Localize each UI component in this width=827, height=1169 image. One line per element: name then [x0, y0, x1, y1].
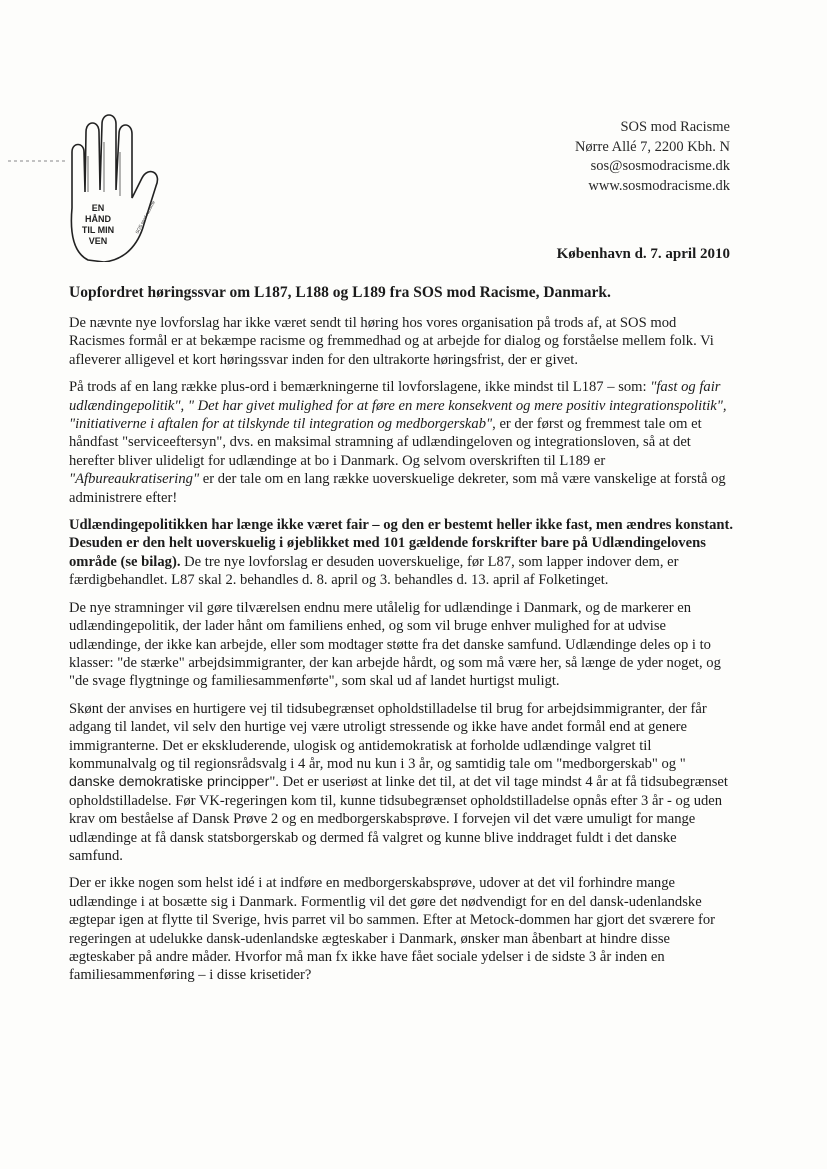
paragraph-2 — [69, 378, 734, 507]
paragraph-6: Der er ikke nogen som helst idé i at indføre en medborgerskabsprøve, udover at det vil forhindre mange udlændinge i at bosætte sig i Danmark. Formentlig vil det gøre det nødvendigt for en del dansk-udenlandske ægtepar igen at flytte til Sverige, hvis parret vil bo sammen. Efter at Metock-dommen har gjort det sværere for regeringen at udelukke dansk-udenlandske ægteskaber i Danmark, ønsker man åbenbart at hindre disse ægteskaber på andre måder. Hvorfor må man fx ikke have fået sociale ydelser i de sidste 3 år inden en familiesammenføring – i disse krisetider? — [69, 875, 715, 984]
hand-logo-icon — [58, 112, 178, 262]
paragraph-5 — [69, 700, 734, 866]
sender-email[interactable]: sos@sosmodracisme.dk — [590, 158, 730, 174]
paragraph-3 — [69, 516, 734, 590]
paragraph-3-text: De tre nye lovforslag er desuden uoverskuelige, før L87, som lapper indover dem, er færdigbehandlet. L87 skal 2. behandles d. 8. april og 3. behandles d. 13. april af Folketinget. — [69, 553, 679, 589]
sender-address-block — [575, 118, 730, 196]
paragraph-2-text: er der tale om en lang række uoverskuelige dekreter, som må være vanskelige at forstå og administrere efter! — [69, 471, 726, 506]
paragraph-2-quote: "Afbureaukratisering" — [69, 471, 200, 488]
sender-web[interactable]: www.sosmodracisme.dk — [588, 177, 730, 194]
paragraph-5-text: Skønt der anvises en hurtigere vej til tidsubegrænset opholdstilladelse til brug for arbejdsimmigranter, der får adgang til landet, vil selv den hurtige vej være utroligt stressende og ikke have andet formål end at genere immigranterne. Det er ekskluderende, ulogisk og antidemokratisk at forholde udlændinge valgret til kommunalvalg og til regionsrådsvalg i 4 år, mod nu kun i 3 år, og samtidig tale om "medborgerskab" og " — [69, 700, 707, 772]
letter-date: København d. 7. april 2010 — [556, 246, 730, 262]
logo-text-line: HÅND — [85, 214, 111, 224]
paragraph-5-text: ". Det er useriøst at linke det til, at det vil tage mindst 4 år at få tidsubegrænset opholdstilladelse. Før VK-regeringen kom til, kunne tidsubegrænset opholdstilladelse opnås efter 3 år - og uden krav om beståelse af Dansk Prøve 2 og en medborgerskabsprøve. I forvejen vil det være umuligt for mange udlændinge at få dansk statsborgerskab og dermed få valgret og kunne blive inddraget fuldt i det danske samfund. — [69, 774, 728, 864]
sender-org: SOS mod Racisme — [620, 119, 730, 135]
paragraph-4: De nye stramninger vil gøre tilværelsen endnu mere utålelig for udlændinge i Danmark, og de markerer en udlændingepolitik, der lader hånt om familiens enhed, og som vil bruge enhver mulighed for at udvise udlændinge, der ikke kan arbejde, eller som modtager støtte fra det danske samfund. Udlændinge deles op i to klasser: "de stærke" arbejdsimmigranter, der kan arbejde hårdt, og som må være her, så længe de yder noget, og "de svage flygtninge og familiesammenførte", som skal ud af landet hurtigst muligt. — [69, 599, 721, 690]
paragraph-1: De nævnte nye lovforslag har ikke været sendt til høring hos vores organisation på trods af, at SOS mod Racismes formål er at bekæmpe racisme og fremmedhad og at arbejde for dialog og forståelse mellem folk. Vi afleverer alligevel et kort høringssvar inden for den ultrakorte høringsfrist, der er givet. — [69, 315, 714, 368]
sender-address: Nørre Allé 7, 2200 Kbh. N — [574, 138, 730, 155]
letter-title: Uopfordret høringssvar om L187, L188 og L189 fra SOS mod Racisme, Danmark. — [69, 284, 611, 301]
paragraph-2-text: På trods af en lang række plus-ord i bemærkningerne til lovforslagene, ikke mindst til L187 – som: — [69, 379, 651, 396]
logo-side-text: SOS mod racisme — [134, 199, 157, 235]
paragraph-5-sans: danske demokratiske principper — [69, 774, 270, 791]
paragraph-2-quote: "fast og fair udlændingepolitik", " Det har givet mulighed for at føre en mere konsekvent og mere positiv integrationspolitik", "initiativerne i aftalen for at tilskynde til integration og medborgerskab" — [69, 379, 727, 433]
letter-body — [69, 314, 734, 994]
logo-text-line: VEN — [88, 236, 108, 246]
paragraph-2-text: , er der først og fremmest tale om et håndfast "serviceeftersyn", dvs. en maksimal stramning af udlændingeloven og integrationsloven, så at det herefter bliver ulideligt for udlændinge at bo i Danmark. Og selvom overskriften til L189 er — [69, 416, 702, 469]
paragraph-3-bold: Udlændingepolitikken har længe ikke været fair – og den er bestemt heller ikke fast, men ændres konstant. Desuden er den helt uoverskuelig i øjeblikket med 101 gældende forskrifter bare på Udlændingelovens område (se bilag). — [69, 517, 734, 570]
logo-text-line: EN — [91, 203, 105, 213]
logo-text-line: TIL MIN — [81, 225, 115, 235]
